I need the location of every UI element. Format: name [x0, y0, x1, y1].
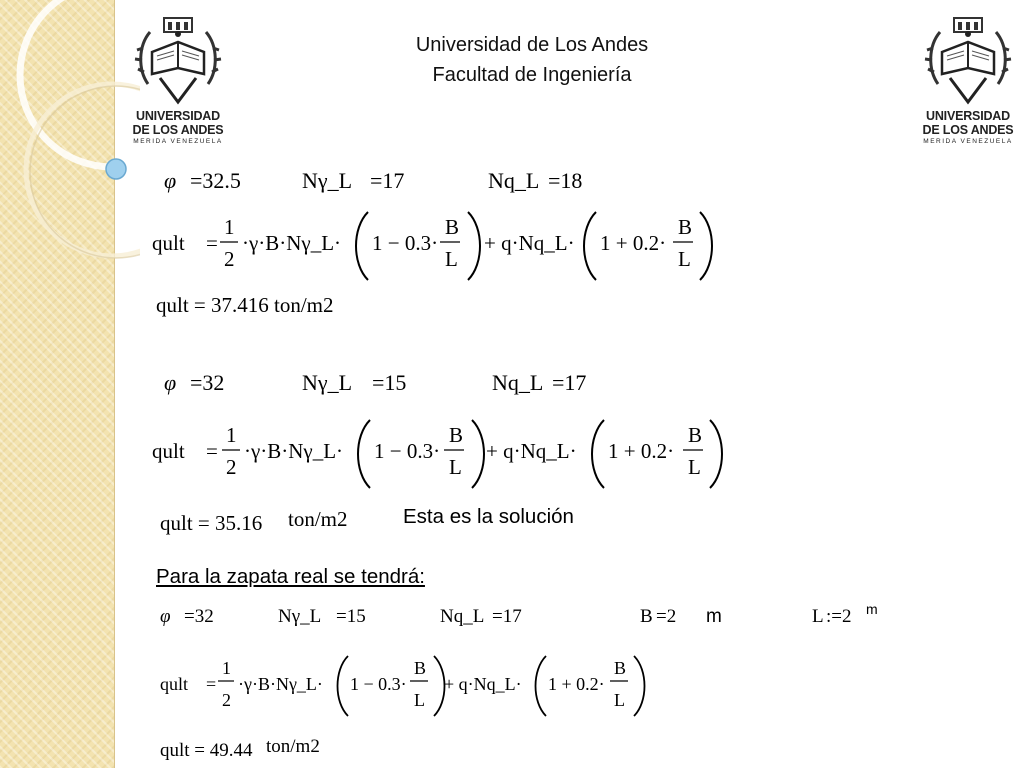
logo-line-2: DE LOS ANDES	[132, 123, 224, 137]
equation-block-1	[150, 162, 750, 332]
half-denominator: 2	[224, 247, 235, 271]
header-university: Universidad de Los Andes	[415, 34, 649, 56]
frac-L: L	[614, 690, 625, 710]
zapata-heading: Para la zapata real se tendrá:	[156, 565, 425, 588]
param-phi-value: =32.5	[190, 168, 241, 193]
plus-q-term: + q·Nq_L·	[486, 439, 577, 463]
gamma-term: ·γ·B·Nγ_L·	[242, 231, 342, 255]
half-numerator: 1	[224, 215, 235, 239]
param-phi: φ	[164, 370, 177, 395]
param-nq: Nq_L	[492, 370, 544, 395]
equals-sign: =	[206, 674, 217, 694]
frac-B: B	[688, 423, 703, 447]
gamma-term: ·γ·B·Nγ_L·	[238, 674, 323, 694]
solution-note: Esta es la solución	[403, 505, 574, 528]
param-nq-value: =17	[552, 370, 587, 395]
inner-term-1: 1 − 0.3·	[374, 439, 441, 463]
equals-sign: =	[206, 231, 218, 255]
frac-L: L	[414, 690, 425, 710]
inner-term-1: 1 − 0.3·	[372, 231, 439, 255]
half-numerator: 1	[222, 658, 231, 678]
inner-term-2: 1 + 0.2·	[600, 231, 667, 255]
university-logo-right	[920, 12, 1016, 152]
half-denominator: 2	[222, 690, 231, 710]
university-logo-left	[130, 12, 226, 152]
result-3-label: qult = 49.44	[160, 740, 253, 761]
param-phi-value: =32	[184, 606, 214, 627]
inner-term-1: 1 − 0.3·	[350, 674, 407, 694]
logo-line-1: UNIVERSIDAD	[926, 109, 1010, 123]
frac-B: B	[414, 658, 427, 678]
frac-L: L	[449, 455, 462, 479]
result-2-label: qult = 35.16	[160, 511, 263, 535]
param-nq-value: =17	[492, 606, 522, 627]
param-ngamma-value: =15	[372, 370, 407, 395]
result-3-unit: ton/m2	[266, 736, 320, 757]
inner-term-2: 1 + 0.2·	[548, 674, 605, 694]
param-L-value: :=2	[826, 606, 852, 627]
param-nq-value: =18	[548, 168, 583, 193]
param-L: L	[812, 606, 824, 627]
plus-q-term: + q·Nq_L·	[444, 674, 522, 694]
result-2-unit: ton/m2	[288, 507, 348, 531]
qult-label: qult	[152, 439, 185, 463]
gamma-term: ·γ·B·Nγ_L·	[244, 439, 344, 463]
param-ngamma-value: =15	[336, 606, 366, 627]
inner-term-2: 1 + 0.2·	[608, 439, 675, 463]
frac-B: B	[678, 215, 693, 239]
equals-sign: =	[206, 439, 218, 463]
logo-line-2: DE LOS ANDES	[922, 123, 1014, 137]
accent-dot	[106, 159, 126, 179]
frac-L: L	[445, 247, 458, 271]
frac-L: L	[688, 455, 701, 479]
param-B: B	[640, 606, 653, 627]
param-B-value: =2	[656, 606, 677, 627]
param-phi: φ	[160, 606, 171, 627]
frac-L: L	[678, 247, 691, 271]
half-denominator: 2	[226, 455, 237, 479]
decorative-circles	[0, 0, 140, 768]
qult-label: qult	[152, 231, 185, 255]
param-ngamma: Nγ_L	[302, 370, 353, 395]
frac-B: B	[614, 658, 627, 678]
header-faculty: Facultad de Ingeniería	[432, 64, 632, 86]
param-L-unit: m	[866, 601, 878, 617]
plus-q-term: + q·Nq_L·	[484, 231, 575, 255]
logo-line-3: MERIDA VENEZUELA	[133, 138, 223, 145]
param-nq: Nq_L	[488, 168, 540, 193]
qult-label: qult	[160, 674, 189, 694]
logo-line-1: UNIVERSIDAD	[136, 109, 220, 123]
param-phi: φ	[164, 168, 177, 193]
result-1: qult = 37.416 ton/m2	[156, 293, 334, 317]
param-B-unit: m	[706, 606, 722, 627]
param-ngamma: Nγ_L	[278, 606, 322, 627]
university-seal-icon	[130, 12, 226, 108]
param-ngamma: Nγ_L	[302, 168, 353, 193]
param-phi-value: =32	[190, 370, 225, 395]
frac-B: B	[449, 423, 464, 447]
equation-block-3	[150, 598, 910, 766]
param-nq: Nq_L	[440, 606, 485, 627]
university-seal-icon	[920, 12, 1016, 108]
frac-B: B	[445, 215, 460, 239]
logo-line-3: MERIDA VENEZUELA	[923, 138, 1013, 145]
param-ngamma-value: =17	[370, 168, 405, 193]
half-numerator: 1	[226, 423, 237, 447]
